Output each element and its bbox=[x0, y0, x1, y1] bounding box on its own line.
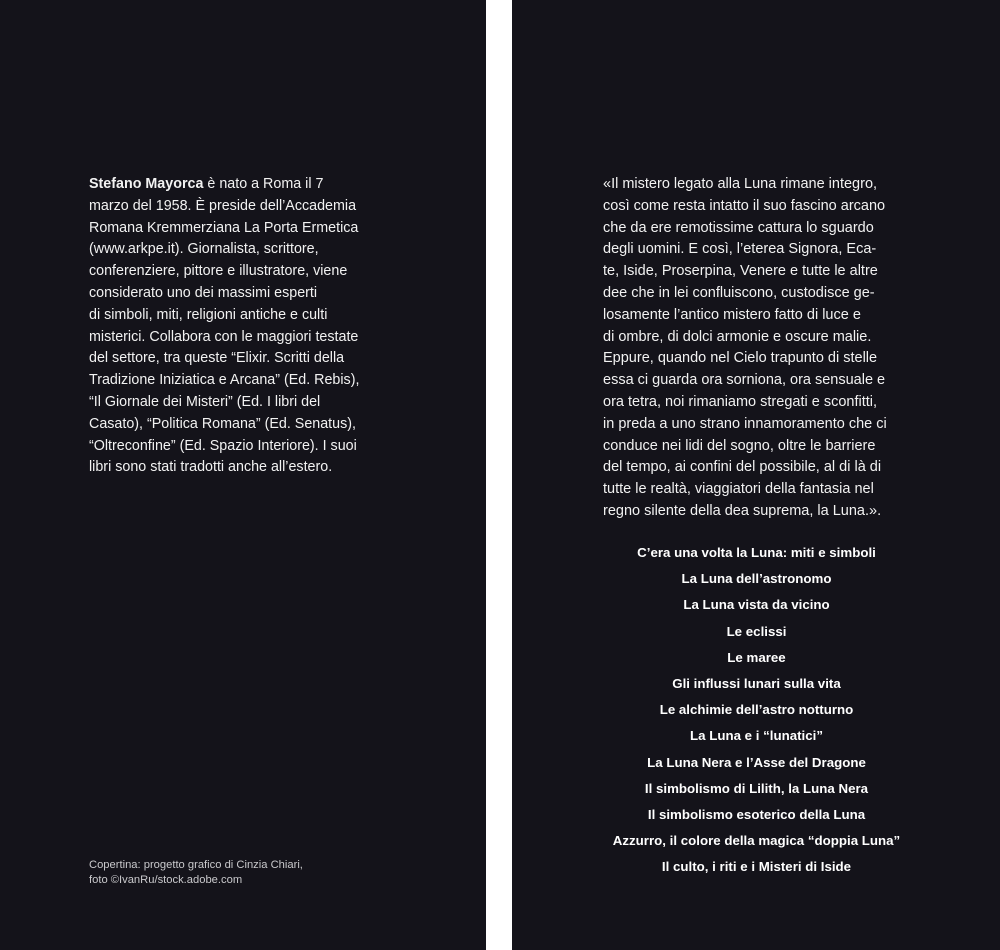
bio-first-line bbox=[89, 174, 389, 196]
toc-item: La Luna Nera e l’Asse del Dragone bbox=[647, 754, 866, 770]
quote-line: regno silente della dea suprema, la Luna.». bbox=[603, 502, 882, 519]
quote-line: di ombre, di dolci armonie e oscure malie. bbox=[603, 328, 872, 345]
credits-line: Copertina: progetto grafico di Cinzia Chiari, bbox=[89, 859, 303, 871]
quote-line: che da ere remotissime cattura lo sguardo bbox=[603, 219, 874, 236]
bio-line: misterici. Collabora con le maggiori testate bbox=[89, 328, 359, 345]
cover-credits bbox=[89, 858, 389, 887]
bio-line: del settore, tra queste “Elixir. Scritti della bbox=[89, 350, 345, 367]
toc-item: Le eclissi bbox=[726, 623, 787, 639]
toc-item: Il culto, i riti e i Misteri di Iside bbox=[661, 859, 852, 875]
bio-line: di simboli, miti, religioni antiche e culti bbox=[89, 306, 328, 323]
toc-item: Le alchimie dell’astro notturno bbox=[659, 702, 854, 718]
author-bio bbox=[89, 174, 389, 479]
bio-line: “Oltreconfine” (Ed. Spazio Interiore). I suoi bbox=[89, 437, 357, 454]
bio-line: “Il Giornale dei Misteri” (Ed. I libri del bbox=[89, 393, 321, 410]
quote-line: essa ci guarda ora sorniona, ora sensuale e bbox=[603, 372, 886, 389]
quote-line: losamente l’antico mistero fatto di luce e bbox=[603, 306, 861, 323]
book-quote bbox=[603, 174, 923, 523]
quote-line: «Il mistero legato alla Luna rimane integro, bbox=[603, 176, 878, 192]
toc-item: Il simbolismo esoterico della Luna bbox=[647, 807, 866, 823]
toc-item: La Luna vista da vicino bbox=[683, 597, 830, 613]
author-name: Stefano Mayorca bbox=[89, 176, 204, 192]
quote-line: degli uomini. E così, l’eterea Signora, Eca- bbox=[603, 241, 877, 258]
toc-item: Il simbolismo di Lilith, la Luna Nera bbox=[644, 780, 869, 796]
bio-line: Tradizione Iniziatica e Arcana” (Ed. Rebis), bbox=[89, 372, 360, 389]
quote-line: ora tetra, noi rimaniamo stregati e sconfitti, bbox=[603, 393, 878, 410]
bio-line: Casato), “Politica Romana” (Ed. Senatus), bbox=[89, 415, 356, 432]
quote-line: tutte le realtà, viaggiatori della fantasia nel bbox=[603, 481, 874, 498]
toc-item: C’era una volta la Luna: miti e simboli bbox=[637, 545, 876, 560]
bio-line: (www.arkpe.it). Giornalista, scrittore, bbox=[89, 241, 319, 258]
bio-line: considerato uno dei massimi esperti bbox=[89, 284, 318, 301]
quote-line: te, Iside, Proserpina, Venere e tutte le altre bbox=[603, 263, 878, 280]
quote-line: Eppure, quando nel Cielo trapunto di stelle bbox=[603, 350, 878, 367]
back-cover-left-panel bbox=[0, 0, 486, 950]
bio-line: Romana Kremmerziana La Porta Ermetica bbox=[89, 219, 359, 236]
credits-line: foto ©IvanRu/stock.adobe.com bbox=[89, 873, 243, 886]
bio-line: marzo del 1958. È preside dell’Accademia bbox=[89, 197, 357, 214]
quote-line: del tempo, ai confini del possibile, al di là di bbox=[603, 459, 882, 476]
quote-line: dee che in lei confluiscono, custodisce ge- bbox=[603, 284, 875, 301]
toc-item: Azzurro, il colore della magica “doppia Luna” bbox=[612, 833, 901, 849]
toc-item: La Luna dell’astronomo bbox=[681, 571, 832, 587]
toc-item: Le maree bbox=[727, 649, 786, 665]
toc-item: Gli influssi lunari sulla vita bbox=[672, 676, 841, 692]
table-of-contents bbox=[590, 540, 923, 881]
toc-item: La Luna e i “lunatici” bbox=[690, 728, 823, 744]
quote-line: conduce nei lidi del sogno, oltre le barriere bbox=[603, 437, 876, 454]
bio-first-line-text: è nato a Roma il 7 bbox=[203, 176, 324, 192]
quote-line: così come resta intatto il suo fascino arcano bbox=[603, 197, 886, 214]
quote-line: in preda a uno strano innamoramento che ci bbox=[603, 415, 887, 432]
bio-line: conferenziere, pittore e illustratore, viene bbox=[89, 263, 348, 280]
bio-line: libri sono stati tradotti anche all’estero. bbox=[89, 459, 333, 476]
